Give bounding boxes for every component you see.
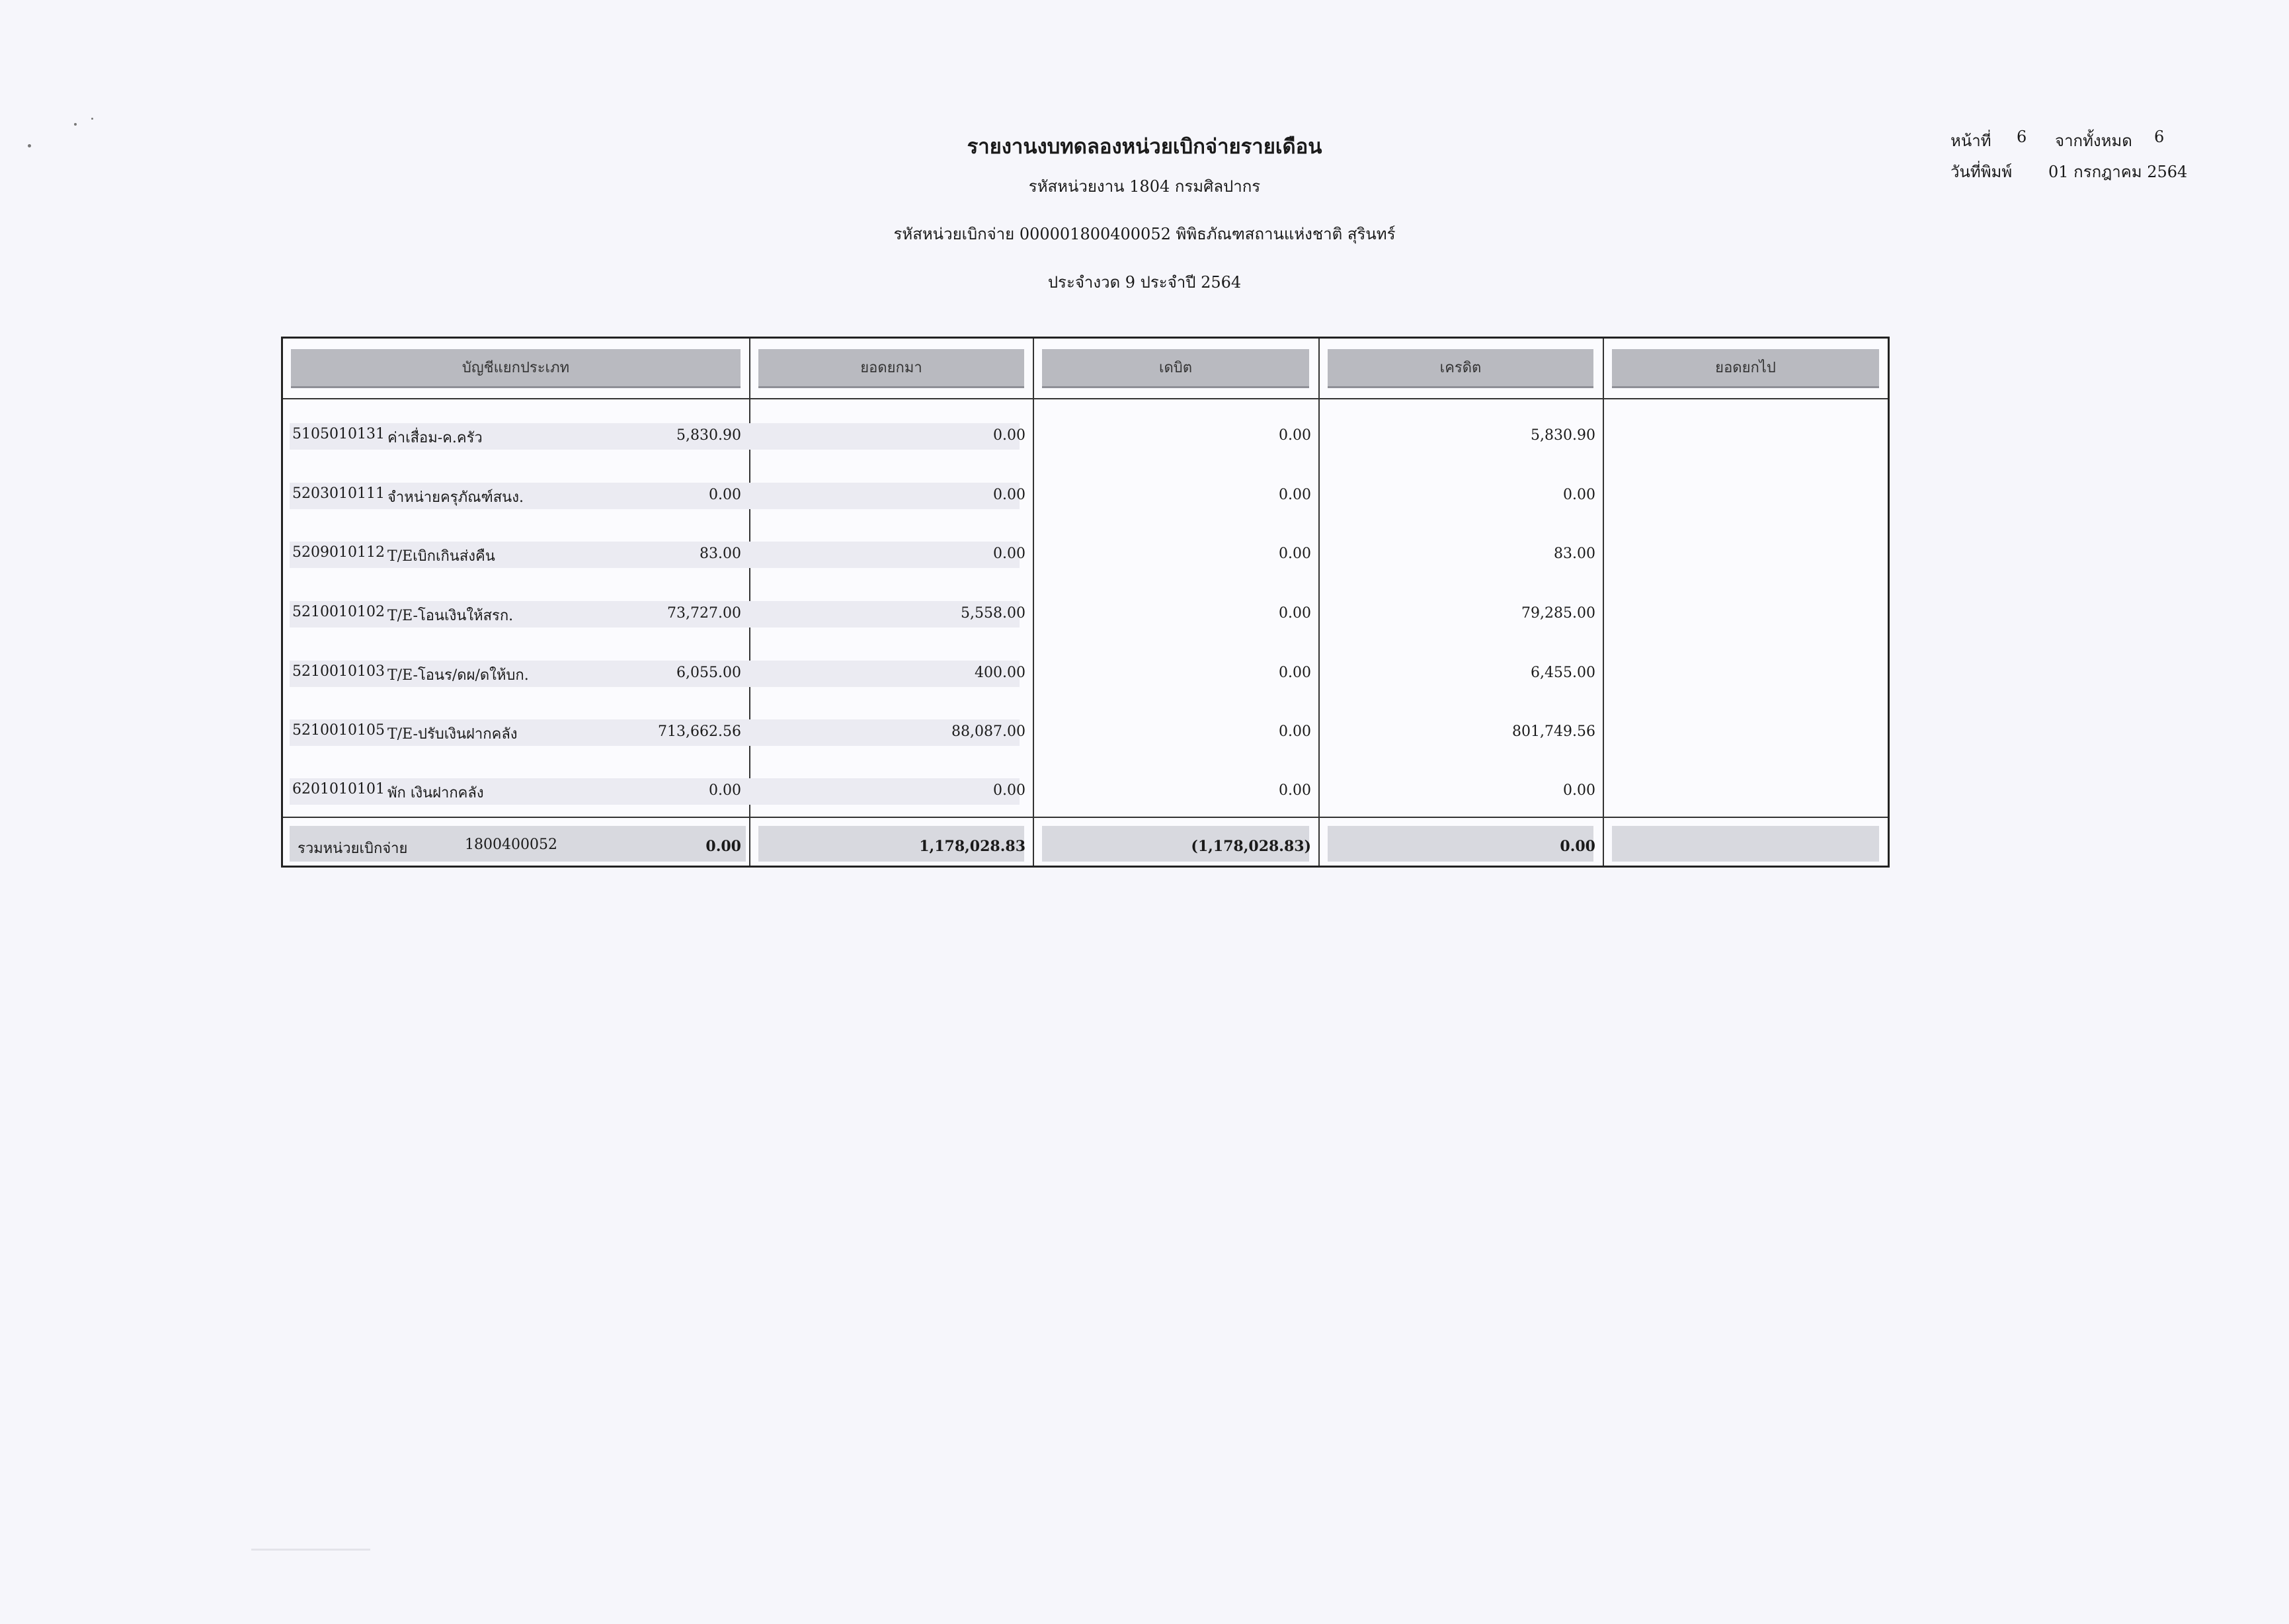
debit-value: 5,558.00 <box>961 605 1025 622</box>
carried-forward-value: 79,285.00 <box>1521 605 1595 622</box>
brought-forward-value: 713,662.56 <box>658 723 741 740</box>
column-header-brought-forward: ยอดยกมา <box>758 349 1024 388</box>
table-row <box>283 418 1888 458</box>
total-shade <box>1612 826 1879 862</box>
credit-value: 0.00 <box>1279 605 1311 622</box>
credit-value: 0.00 <box>1279 487 1311 503</box>
brought-forward-value: 5,830.90 <box>676 427 741 444</box>
account-code: 5210010102 <box>292 604 385 620</box>
carried-forward-value: 801,749.56 <box>1512 723 1595 740</box>
account-code: 5203010111 <box>292 485 385 502</box>
credit-value: 0.00 <box>1279 782 1311 799</box>
table-row <box>283 596 1888 635</box>
debit-value: 0.00 <box>993 487 1025 503</box>
table-row <box>283 477 1888 517</box>
column-header-debit: เดบิต <box>1042 349 1309 388</box>
trial-balance-table <box>281 337 1890 868</box>
column-header-account: บัญชีแยกประเภท <box>291 349 741 388</box>
report-title: รายงานงบทดลองหน่วยเบิกจ่ายรายเดือน <box>967 135 1322 159</box>
brought-forward-value: 83.00 <box>700 546 741 562</box>
brought-forward-value: 73,727.00 <box>667 605 741 622</box>
scan-smudge <box>251 1549 370 1551</box>
debit-value: 88,087.00 <box>951 723 1025 740</box>
account-name: พัก เงินฝากคลัง <box>387 785 484 801</box>
table-row <box>283 655 1888 695</box>
scan-speck <box>74 123 77 126</box>
brought-forward-value: 0.00 <box>709 487 741 503</box>
account-code: 5210010103 <box>292 663 385 680</box>
table-row <box>283 773 1888 813</box>
credit-value: 0.00 <box>1279 665 1311 681</box>
account-code: 5105010131 <box>292 426 385 442</box>
total-label: รวมหน่วยเบิกจ่าย <box>298 840 408 857</box>
brought-forward-value: 0.00 <box>709 782 741 799</box>
disbursement-unit-line: รหัสหน่วยเบิกจ่าย 000001800400052 พิพิธภัณฑสถานแห่งชาติ สุรินทร์ <box>893 225 1396 243</box>
scan-speck <box>91 118 93 120</box>
total-debit: 1,178,028.83 <box>919 838 1025 855</box>
credit-value: 0.00 <box>1279 723 1311 740</box>
account-code: 5210010105 <box>292 722 385 739</box>
account-name: T/E-โอนร/ดผ/ดให้บก. <box>387 667 529 684</box>
debit-value: 0.00 <box>993 782 1025 799</box>
carried-forward-value: 5,830.90 <box>1531 427 1595 444</box>
print-date-label: วันที่พิมพ์ <box>1950 163 2013 181</box>
account-code: 6201010101 <box>292 781 385 797</box>
total-carried-forward: 0.00 <box>1560 838 1595 855</box>
account-name: T/E-ปรับเงินฝากคลัง <box>387 726 518 743</box>
agency-line: รหัสหน่วยงาน 1804 กรมศิลปากร <box>1028 177 1261 196</box>
table-row <box>283 536 1888 576</box>
brought-forward-value: 6,055.00 <box>676 665 741 681</box>
carried-forward-value: 0.00 <box>1563 487 1595 503</box>
page-number: 6 <box>2017 128 2027 146</box>
page-label: หน้าที่ <box>1950 132 1991 150</box>
debit-value: 0.00 <box>993 546 1025 562</box>
debit-value: 0.00 <box>993 427 1025 444</box>
column-header-carried-forward: ยอดยกไป <box>1612 349 1879 388</box>
table-row <box>283 714 1888 754</box>
of-label: จากทั้งหมด <box>2055 132 2132 150</box>
account-name: T/E-โอนเงินให้สรก. <box>387 608 514 624</box>
total-unit-code: 1800400052 <box>465 836 557 853</box>
total-row <box>283 819 1888 866</box>
column-header-credit: เครดิต <box>1328 349 1593 388</box>
credit-value: 0.00 <box>1279 546 1311 562</box>
account-name: จำหน่ายครุภัณฑ์สนง. <box>387 489 524 506</box>
total-pages: 6 <box>2154 128 2165 146</box>
credit-value: 0.00 <box>1279 427 1311 444</box>
period-line: ประจำงวด 9 ประจำปี 2564 <box>1047 273 1242 292</box>
total-brought-forward: 0.00 <box>705 838 741 855</box>
account-name: ค่าเสื่อม-ค.ครัว <box>387 430 483 446</box>
carried-forward-value: 6,455.00 <box>1531 665 1595 681</box>
print-date: 01 กรกฎาคม 2564 <box>2048 163 2188 181</box>
debit-value: 400.00 <box>975 665 1025 681</box>
carried-forward-value: 0.00 <box>1563 782 1595 799</box>
header-divider <box>283 398 1888 399</box>
account-code: 5209010112 <box>292 544 385 561</box>
account-name: T/Eเบิกเกินส่งคืน <box>387 548 495 565</box>
total-credit: (1,178,028.83) <box>1191 838 1311 855</box>
carried-forward-value: 83.00 <box>1554 546 1595 562</box>
total-divider <box>283 817 1888 818</box>
